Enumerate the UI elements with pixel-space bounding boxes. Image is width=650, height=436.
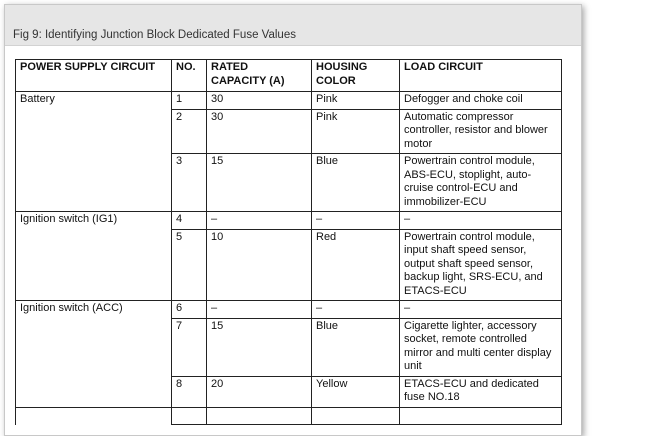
cell-capacity: – xyxy=(207,301,312,319)
cell-capacity: 20 xyxy=(207,376,312,407)
header-load-circuit: LOAD CIRCUIT xyxy=(400,60,562,92)
table-row xyxy=(16,376,562,407)
cell-capacity: 10 xyxy=(207,229,312,301)
cell-load: ETACS-ECU and dedicated fuse NO.18 xyxy=(400,376,562,407)
header-housing-color: HOUSING COLOR xyxy=(312,60,400,92)
document-sheet xyxy=(15,59,562,425)
table-row xyxy=(16,229,562,301)
cell-power-supply: Ignition switch (IG1) xyxy=(16,212,172,230)
cell-power-supply xyxy=(16,318,172,376)
table-row xyxy=(16,318,562,376)
cell-no: 1 xyxy=(172,92,207,110)
figure-frame xyxy=(4,4,582,436)
cell-color: Red xyxy=(312,229,400,301)
cell-capacity: 30 xyxy=(207,92,312,110)
cell-load: Automatic compressor controller, resistor and blower motor xyxy=(400,109,562,154)
cell-color: – xyxy=(312,301,400,319)
header-rated-capacity: RATED CAPACITY (A) xyxy=(207,60,312,92)
cell-no: 4 xyxy=(172,212,207,230)
cell-power-supply xyxy=(16,154,172,212)
cell-power-supply: Battery xyxy=(16,92,172,110)
cell-no: 8 xyxy=(172,376,207,407)
cell-load: – xyxy=(400,212,562,230)
cell-color: Yellow xyxy=(312,376,400,407)
cell-power-supply: Ignition switch (ACC) xyxy=(16,301,172,319)
cell-load: Powertrain control module, ABS-ECU, stoplight, auto- cruise control-ECU and immobilizer-ECU xyxy=(400,154,562,212)
cell-power-supply xyxy=(16,376,172,407)
table-row xyxy=(16,109,562,154)
cell-no: 6 xyxy=(172,301,207,319)
header-power-supply-circuit: POWER SUPPLY CIRCUIT xyxy=(16,60,172,92)
table-row xyxy=(16,212,562,230)
caption-bar xyxy=(5,5,581,46)
header-no: NO. xyxy=(172,60,207,92)
cell-capacity: 30 xyxy=(207,109,312,154)
cell-color: Pink xyxy=(312,109,400,154)
cell-color: Pink xyxy=(312,92,400,110)
fuse-table xyxy=(15,59,562,425)
cell-load: – xyxy=(400,301,562,319)
cell-color: – xyxy=(312,212,400,230)
cell-no: 7 xyxy=(172,318,207,376)
cell-load: Cigarette lighter, accessory socket, remote controlled mirror and multi center display unit xyxy=(400,318,562,376)
cell-color: Blue xyxy=(312,154,400,212)
cell-no: 5 xyxy=(172,229,207,301)
figure-caption: Fig 9: Identifying Junction Block Dedicated Fuse Values xyxy=(13,29,296,41)
cell-capacity: – xyxy=(207,212,312,230)
cell-no: 3 xyxy=(172,154,207,212)
table-header-row xyxy=(16,60,562,92)
table-row xyxy=(16,154,562,212)
table-row xyxy=(16,301,562,319)
cell-no: 2 xyxy=(172,109,207,154)
table-body xyxy=(16,92,562,425)
cell-load: Powertrain control module, input shaft speed sensor, output shaft speed sensor, backup light, SRS-ECU, and ETACS-ECU xyxy=(400,229,562,301)
cell-color: Blue xyxy=(312,318,400,376)
cell-power-supply xyxy=(16,109,172,154)
table-row xyxy=(16,92,562,110)
cell-capacity: 15 xyxy=(207,318,312,376)
cell-load: Defogger and choke coil xyxy=(400,92,562,110)
cell-power-supply xyxy=(16,229,172,301)
cell-capacity: 15 xyxy=(207,154,312,212)
